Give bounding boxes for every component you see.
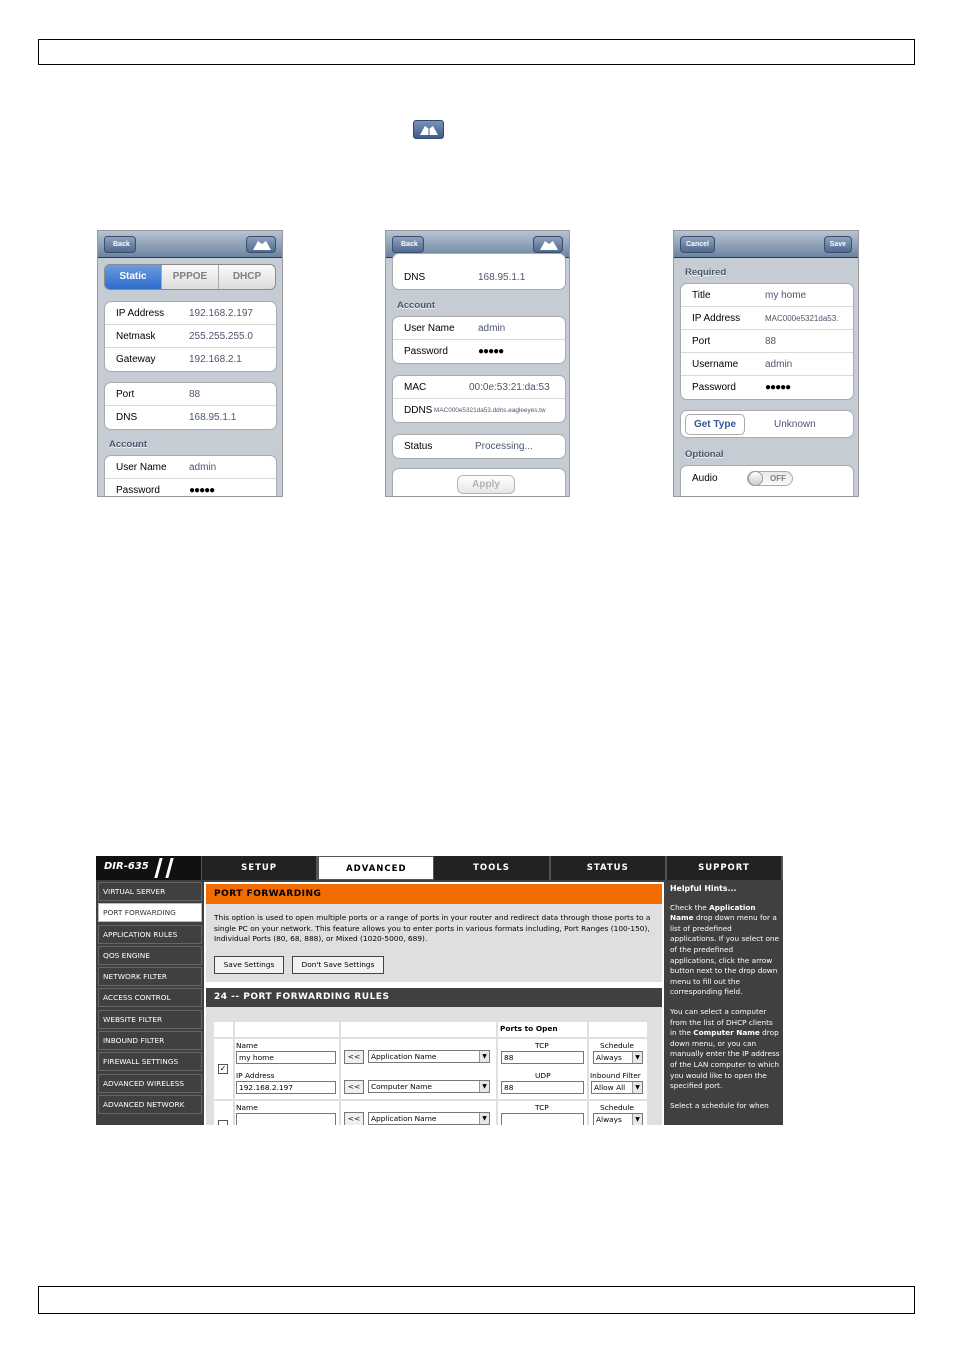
- segment-static[interactable]: Static: [105, 265, 162, 289]
- dropdown-arrow-icon: ▼: [479, 1081, 489, 1092]
- dropdown-arrow-icon: ▼: [479, 1051, 489, 1062]
- tcp-input[interactable]: [501, 1113, 584, 1125]
- rules-table: [206, 1007, 662, 1125]
- ip-address-row[interactable]: [681, 307, 853, 330]
- side-nav: [98, 882, 202, 1116]
- main-panel: [204, 882, 664, 1125]
- tab-support[interactable]: SUPPORT: [667, 856, 783, 880]
- header-cell: [498, 1022, 587, 1037]
- status-row: [393, 435, 565, 458]
- row-label: User Name: [116, 462, 167, 473]
- row-value: Processing...: [475, 441, 533, 452]
- optional-group: [680, 465, 854, 497]
- nav-advanced-wireless[interactable]: ADVANCED WIRELESS: [98, 1074, 202, 1093]
- row-label: MAC: [404, 382, 427, 393]
- get-type-group: [680, 410, 854, 438]
- port-row[interactable]: [105, 383, 276, 406]
- save-settings-button[interactable]: Save Settings: [214, 956, 284, 974]
- rule-select-cell: [341, 1101, 496, 1125]
- row-value: 255.255.255.0: [189, 331, 253, 342]
- row-value: 168.95.1.1: [478, 272, 526, 283]
- address-book-icon: [252, 239, 272, 251]
- hint-text: drop down menu, or you can manually enter the IP address of the LAN computer to which you would like to open the specified port.: [670, 1028, 780, 1091]
- hint-bold: Computer Name: [693, 1028, 760, 1038]
- nav-access-control[interactable]: ACCESS CONTROL: [98, 988, 202, 1007]
- dns-row[interactable]: [393, 254, 565, 289]
- name-label: Name: [236, 1041, 258, 1050]
- required-section-header: Required: [685, 267, 727, 278]
- audio-toggle[interactable]: [747, 471, 793, 486]
- ip-address-row[interactable]: [105, 302, 276, 325]
- row-value: MAC000e5321da53.: [765, 314, 839, 323]
- row-label: User Name: [404, 323, 455, 334]
- nav-qos-engine[interactable]: QOS ENGINE: [98, 946, 202, 965]
- row-value: MAC000e5321da53.ddns.eagleeyes.tw: [434, 407, 546, 414]
- back-button[interactable]: Back: [104, 236, 136, 253]
- row-value: ●●●●●: [189, 485, 215, 496]
- schedule-select[interactable]: [593, 1051, 643, 1064]
- row-label: Password: [116, 485, 160, 496]
- username-row[interactable]: [681, 353, 853, 376]
- router-logo: [96, 856, 202, 880]
- rule-ports-cell: [498, 1039, 587, 1099]
- ip-address-label: IP Address: [236, 1071, 275, 1080]
- account-section-header: Account: [109, 439, 147, 450]
- nav-website-filter[interactable]: WEBSITE FILTER: [98, 1010, 202, 1029]
- address-book-icon: [539, 239, 559, 251]
- phone-screen-network-settings: [97, 230, 283, 497]
- row-value: 88: [189, 389, 201, 400]
- dns-row[interactable]: [105, 406, 276, 429]
- optional-section-header: Optional: [685, 449, 724, 460]
- address-book-button[interactable]: [533, 236, 563, 253]
- apply-button[interactable]: Apply: [457, 475, 515, 494]
- tab-status[interactable]: STATUS: [551, 856, 667, 880]
- row-label: IP Address: [116, 308, 165, 319]
- schedule-label: Schedule: [600, 1103, 634, 1112]
- row-label: Title: [692, 290, 711, 301]
- rule-enable-checkbox[interactable]: ✓: [219, 1064, 227, 1073]
- tcp-label: TCP: [535, 1103, 549, 1112]
- row-value: admin: [189, 462, 217, 473]
- row-value: admin: [478, 323, 506, 334]
- computer-name-select[interactable]: [368, 1080, 490, 1093]
- hint-text: You can select a computer from the list of DHCP clients in the: [670, 1006, 773, 1038]
- rule-name-cell: [235, 1101, 339, 1125]
- dont-save-settings-button[interactable]: Don't Save Settings: [292, 956, 384, 974]
- row-value: 00:0e:53:21:da:53: [469, 382, 550, 393]
- row-label: Port: [116, 389, 135, 400]
- select-value: Always: [596, 1053, 622, 1062]
- nav-advanced-network[interactable]: ADVANCED NETWORK: [98, 1095, 202, 1114]
- hint-text: drop down menu for a list of predefined applications. If you select one of the predefined applications, click the arrow button next to the drop down menu to fill out the corresponding field.: [670, 913, 780, 997]
- address-book-icon: [413, 120, 444, 139]
- application-name-select[interactable]: [368, 1050, 490, 1063]
- hint-text: Check the: [670, 902, 710, 912]
- select-value: Application Name: [371, 1114, 437, 1123]
- schedule-select[interactable]: [593, 1113, 643, 1125]
- row-label: Netmask: [116, 331, 156, 342]
- mac-row[interactable]: [393, 376, 565, 399]
- nav-port-forwarding[interactable]: PORT FORWARDING: [98, 903, 202, 922]
- application-name-select[interactable]: [368, 1112, 490, 1125]
- account-group: [392, 316, 566, 364]
- page-footer-box: [38, 1286, 915, 1314]
- inbound-filter-label: Inbound Filter: [590, 1071, 641, 1080]
- title-row[interactable]: [681, 284, 853, 307]
- hint-bold: Application Name: [670, 902, 756, 923]
- row-label: DDNS: [404, 405, 433, 416]
- ip-settings-group: [104, 301, 277, 372]
- apply-group: [392, 468, 566, 497]
- get-type-button[interactable]: Get Type: [685, 414, 745, 435]
- top-tabs: [202, 856, 783, 880]
- page-header-box: [38, 39, 915, 65]
- row-value: 192.168.2.197: [189, 308, 253, 319]
- header-cell: [341, 1022, 496, 1037]
- rule-check-cell: [214, 1101, 233, 1125]
- row-label: Status: [404, 441, 433, 452]
- rules-title: 24 -- PORT FORWARDING RULES: [206, 988, 662, 1007]
- row-value: 168.95.1.1: [189, 412, 237, 423]
- hint-application-name: [670, 903, 780, 998]
- nav-virtual-server[interactable]: VIRTUAL SERVER: [98, 882, 202, 901]
- dropdown-arrow-icon: ▼: [632, 1052, 642, 1063]
- port-forwarding-description: This option is used to open multiple ports or a range of ports in your router and redirect data through those ports to a single PC on your network. This feature allows you to enter ports in various formats including, Port Ranges (100-150), Individual Ports (80, 68, 888), or Mixed (1020-5000, 689).: [214, 913, 651, 943]
- audio-row: [681, 466, 853, 492]
- address-book-button[interactable]: [246, 236, 276, 253]
- row-label: Gateway: [116, 354, 156, 365]
- tab-advanced[interactable]: ADVANCED: [318, 856, 434, 880]
- rule-schedule-cell: [589, 1101, 647, 1125]
- required-group: [680, 283, 854, 400]
- netmask-row[interactable]: [105, 325, 276, 348]
- dns-group: [392, 253, 566, 290]
- row-label: Password: [692, 382, 736, 393]
- row-value: 88: [765, 336, 777, 347]
- name-input[interactable]: [236, 1113, 336, 1125]
- nav-firewall-settings[interactable]: FIREWALL SETTINGS: [98, 1052, 202, 1071]
- nav-bar: [98, 231, 282, 258]
- row-value: my home: [765, 290, 807, 301]
- apply-app-name-button[interactable]: <<: [344, 1112, 364, 1125]
- select-value: Allow All: [594, 1083, 626, 1092]
- port-row[interactable]: [681, 330, 853, 353]
- password-row[interactable]: [105, 479, 276, 497]
- save-button[interactable]: Save: [824, 236, 852, 253]
- hint-schedule: Select a schedule for when: [670, 1100, 769, 1110]
- rule-select-cell: [341, 1039, 496, 1099]
- password-row[interactable]: [393, 340, 565, 363]
- ports-to-open-label: Ports to Open: [500, 1024, 558, 1033]
- back-button[interactable]: Back: [392, 236, 424, 253]
- row-label: Port: [692, 336, 711, 347]
- select-value: Application Name: [371, 1052, 437, 1061]
- router-web-ui: [96, 856, 783, 1125]
- row-value: admin: [765, 359, 793, 370]
- row-label: Username: [692, 359, 739, 370]
- hint-computer-name: [670, 1007, 780, 1092]
- row-label: DNS: [116, 412, 138, 423]
- logo-bars: [154, 858, 173, 878]
- hints-title: Helpful Hints...: [670, 884, 737, 893]
- nav-network-filter[interactable]: NETWORK FILTER: [98, 967, 202, 986]
- model-name: DIR-635: [104, 861, 149, 872]
- mac-ddns-group: [392, 375, 566, 423]
- row-value: ●●●●●: [765, 382, 791, 393]
- header-cell: [214, 1022, 233, 1037]
- password-row[interactable]: [681, 376, 853, 399]
- select-value: Always: [596, 1115, 622, 1124]
- inbound-filter-select[interactable]: [591, 1081, 643, 1094]
- schedule-label: Schedule: [600, 1041, 634, 1050]
- row-label: Password: [404, 346, 448, 357]
- row-label: Audio: [692, 473, 718, 484]
- phone-screen-ddns-settings: [385, 230, 570, 497]
- dropdown-arrow-icon: ▼: [479, 1113, 489, 1124]
- user-name-row[interactable]: [105, 456, 276, 479]
- tcp-input[interactable]: 88: [501, 1051, 584, 1064]
- rule-enable-checkbox[interactable]: [218, 1120, 228, 1125]
- name-label: Name: [236, 1103, 258, 1112]
- device-type-value: Unknown: [774, 419, 816, 430]
- gateway-row[interactable]: [105, 348, 276, 371]
- tab-setup[interactable]: SETUP: [202, 856, 318, 880]
- row-value: ●●●●●: [478, 346, 504, 357]
- udp-input[interactable]: 88: [501, 1081, 584, 1094]
- apply-computer-name-button[interactable]: <<: [344, 1080, 364, 1094]
- port-dns-group: [104, 382, 277, 430]
- segment-pppoe[interactable]: PPPOE: [162, 265, 219, 289]
- dropdown-arrow-icon: ▼: [632, 1082, 642, 1093]
- connection-type-segmented[interactable]: [104, 264, 276, 290]
- header-cell: [235, 1022, 339, 1037]
- user-name-row[interactable]: [393, 317, 565, 340]
- status-group: [392, 434, 566, 459]
- tcp-label: TCP: [535, 1041, 549, 1050]
- apply-app-name-button[interactable]: <<: [344, 1050, 364, 1064]
- row-label: IP Address: [692, 313, 741, 324]
- rule-ports-cell: [498, 1101, 587, 1125]
- rule-check-cell: [214, 1039, 233, 1099]
- name-input[interactable]: my home: [236, 1051, 336, 1064]
- nav-application-rules[interactable]: APPLICATION RULES: [98, 925, 202, 944]
- rule-schedule-cell: [589, 1039, 647, 1099]
- row-value: 192.168.2.1: [189, 354, 242, 365]
- tab-tools[interactable]: TOOLS: [434, 856, 550, 880]
- phone-screen-add-device: [673, 230, 859, 497]
- select-value: Computer Name: [371, 1082, 432, 1091]
- helpful-hints-panel: [666, 882, 783, 1125]
- udp-label: UDP: [535, 1071, 551, 1080]
- port-forwarding-title: PORT FORWARDING: [206, 884, 662, 904]
- cancel-button[interactable]: Cancel: [680, 236, 715, 253]
- dropdown-arrow-icon: ▼: [632, 1114, 642, 1125]
- ip-address-input[interactable]: 192.168.2.197: [236, 1081, 336, 1094]
- nav-inbound-filter[interactable]: INBOUND FILTER: [98, 1031, 202, 1050]
- toggle-state: OFF: [770, 474, 786, 483]
- toggle-knob: [748, 471, 763, 486]
- segment-dhcp[interactable]: DHCP: [219, 265, 275, 289]
- row-label: DNS: [404, 272, 426, 283]
- account-group: [104, 455, 277, 497]
- nav-bar: [674, 231, 858, 258]
- header-cell: [589, 1022, 647, 1037]
- rule-name-cell: [235, 1039, 339, 1099]
- ddns-row[interactable]: [393, 399, 565, 422]
- account-section-header: Account: [397, 300, 435, 311]
